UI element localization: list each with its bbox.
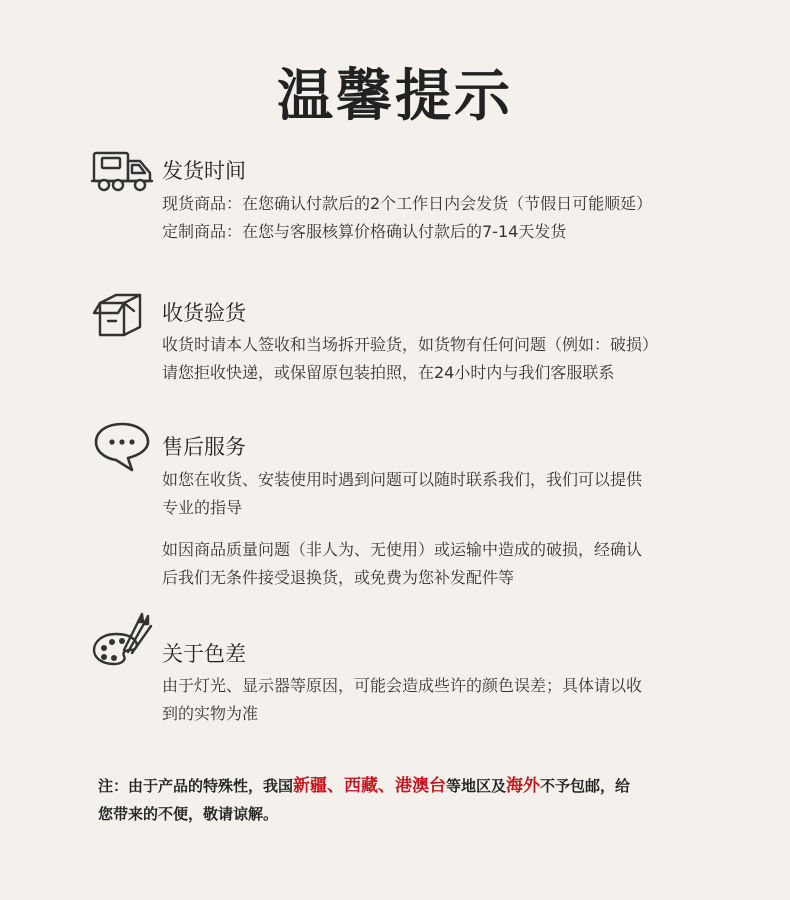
- section-heading: 关于色差: [162, 642, 246, 666]
- text-line: 后我们无条件接受退换货，或免费为您补发配件等: [162, 568, 515, 587]
- text-line: 如因商品质量问题（非人为、无使用）或运输中造成的破损，经确认: [162, 540, 643, 559]
- section-text: [162, 190, 742, 246]
- truck-icon: [90, 143, 154, 199]
- note-region-hk-macau-taiwan: 港澳台: [395, 776, 447, 796]
- text-line: 现货商品：在您确认付款后的2个工作日内会发货（节假日可能顺延）: [162, 194, 653, 213]
- section-text: [162, 672, 742, 728]
- chat-bubble-icon: [90, 418, 154, 474]
- note-region-overseas: 海外: [506, 776, 541, 796]
- note-line: [98, 800, 738, 828]
- paint-palette-icon: [90, 612, 154, 668]
- text-line: 如您在收货、安装使用时遇到问题可以随时联系我们，我们可以提供: [162, 470, 643, 489]
- note-suffix: 不予包邮，给: [540, 777, 631, 795]
- text-line: 到的实物为准: [162, 704, 259, 723]
- note-region-tibet: 西藏: [344, 776, 379, 796]
- section-text: [162, 536, 742, 592]
- note-line: [98, 772, 738, 800]
- shipping-note: [98, 772, 738, 828]
- note-separator: 、: [327, 776, 345, 796]
- text-line: 由于灯光、显示器等原因，可能会造成些许的颜色误差；具体请以收: [162, 676, 643, 695]
- section-heading: 发货时间: [162, 159, 246, 183]
- note-middle: 等地区及: [446, 777, 507, 795]
- package-box-icon: [90, 285, 154, 341]
- section-text: [162, 466, 742, 522]
- section-heading: 收货验货: [162, 301, 246, 325]
- note-line-2: 您带来的不便，敬请谅解。: [98, 805, 279, 823]
- section-heading: 售后服务: [162, 435, 246, 459]
- text-line: 请您拒收快递，或保留原包装拍照，在24小时内与我们客服联系: [162, 363, 615, 382]
- note-prefix: 注：由于产品的特殊性，我国: [98, 777, 294, 795]
- text-line: 定制商品：在您与客服核算价格确认付款后的7-14天发货: [162, 222, 567, 241]
- text-line: 专业的指导: [162, 498, 243, 517]
- section-text: [162, 331, 742, 387]
- page-title: 温馨提示: [277, 64, 513, 129]
- note-separator: 、: [378, 776, 396, 796]
- text-line: 收货时请本人签收和当场拆开验货，如货物有任何问题（例如：破损）: [162, 335, 659, 354]
- note-region-xinjiang: 新疆: [293, 776, 328, 796]
